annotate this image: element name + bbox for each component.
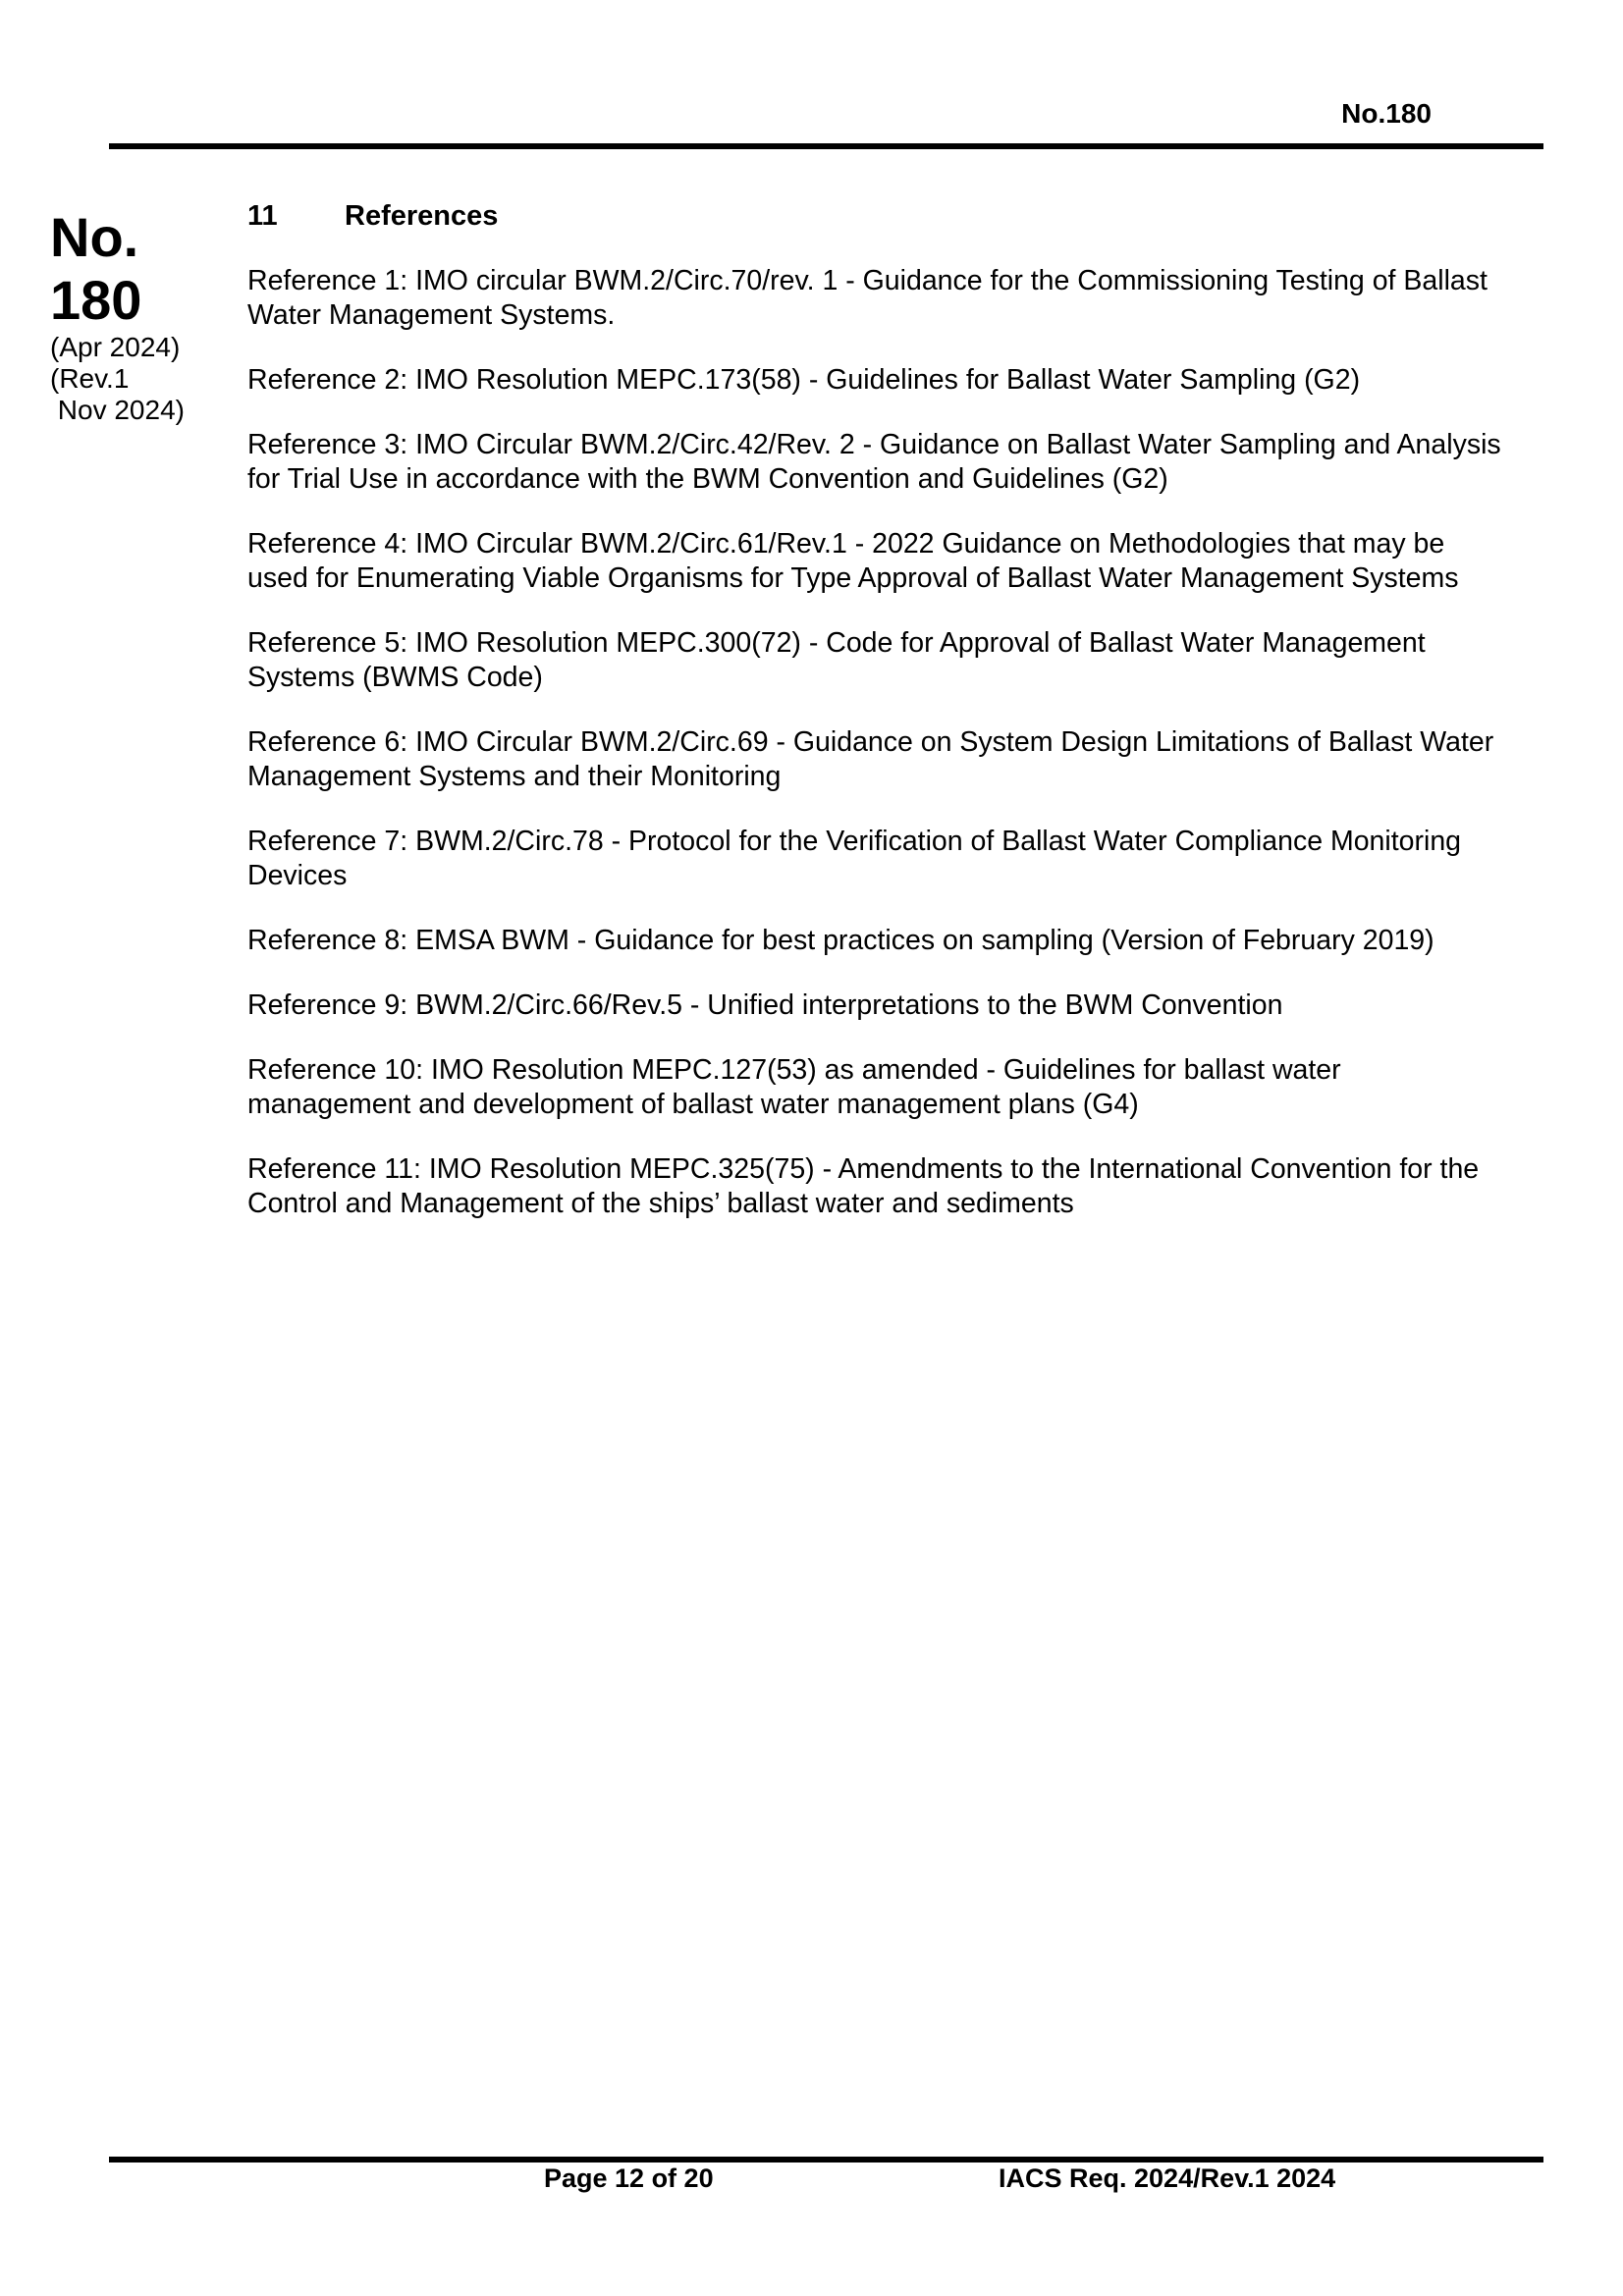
footer-requirement: IACS Req. 2024/Rev.1 2024 — [999, 2163, 1336, 2193]
reference-item: Reference 6: IMO Circular BWM.2/Circ.69 - Guidance on System Design Limitations of Ballast Water Management Systems and their Monitoring — [247, 726, 1494, 792]
reference-item: Reference 5: IMO Resolution MEPC.300(72) - Code for Approval of Ballast Water Management Systems (BWMS Code) — [247, 627, 1426, 693]
section-title: References — [345, 200, 499, 232]
reference-item: Reference 3: IMO Circular BWM.2/Circ.42/Rev. 2 - Guidance on Ballast Water Sampling and Analysis for Trial Use in accordance with the BWM Convention and Guidelines (G2) — [247, 429, 1501, 495]
sidebar-date-line: (Apr 2024) — [50, 332, 181, 362]
section-number: 11 — [247, 200, 278, 232]
sidebar-date-line: (Rev.1 — [50, 363, 130, 394]
main-content — [247, 199, 1504, 1252]
sidebar-no-value: 180 — [50, 269, 142, 331]
footer-page-number: Page 12 of 20 — [544, 2163, 714, 2193]
reference-item: Reference 8: EMSA BWM - Guidance for best practices on sampling (Version of February 2019) — [247, 925, 1434, 956]
reference-item: Reference 4: IMO Circular BWM.2/Circ.61/Rev.1 - 2022 Guidance on Methodologies that may be used for Enumerating Viable Organisms for Type Approval of Ballast Water Management Systems — [247, 528, 1459, 594]
reference-item: Reference 1: IMO circular BWM.2/Circ.70/rev. 1 - Guidance for the Commissioning Testing of Ballast Water Management Systems. — [247, 265, 1488, 331]
sidebar-doc-info — [50, 206, 207, 426]
header-rule — [109, 143, 1543, 149]
reference-item: Reference 9: BWM.2/Circ.66/Rev.5 - Unified interpretations to the BWM Convention — [247, 989, 1283, 1021]
sidebar-date-line: Nov 2024) — [50, 395, 185, 425]
section-heading — [247, 199, 1504, 233]
reference-item: Reference 2: IMO Resolution MEPC.173(58) - Guidelines for Ballast Water Sampling (G2) — [247, 364, 1361, 396]
header-doc-number: No.180 — [1341, 98, 1432, 129]
reference-item: Reference 11: IMO Resolution MEPC.325(75) - Amendments to the International Convention for the Control and Management of the ships’ ballast water and sediments — [247, 1153, 1480, 1219]
reference-item: Reference 7: BWM.2/Circ.78 - Protocol for the Verification of Ballast Water Compliance Monitoring Devices — [247, 826, 1462, 891]
reference-item: Reference 10: IMO Resolution MEPC.127(53) as amended - Guidelines for ballast water management and development of ballast water management plans (G4) — [247, 1054, 1341, 1120]
sidebar-no-label: No. — [50, 206, 139, 268]
